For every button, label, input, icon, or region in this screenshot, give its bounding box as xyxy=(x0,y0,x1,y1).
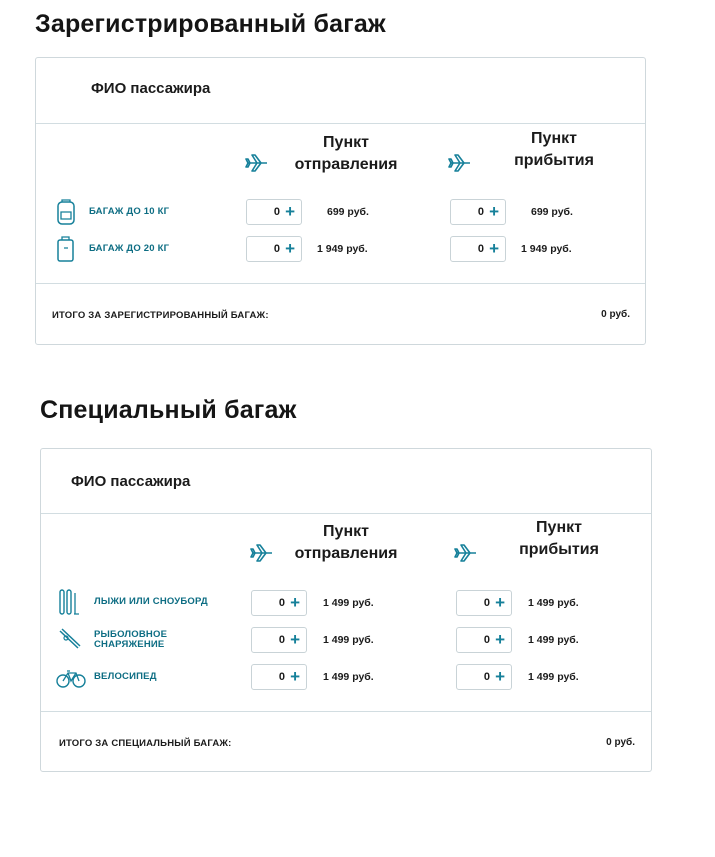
baggage-20kg-departure-price: 1 949 руб. xyxy=(317,243,368,255)
arrival-column-header: Пункт прибытия xyxy=(519,519,599,558)
registered-baggage-card xyxy=(35,57,646,345)
suitcase-icon xyxy=(54,234,78,264)
baggage-20kg-departure-stepper[interactable] xyxy=(246,236,302,262)
bicycle-arrival-stepper[interactable] xyxy=(456,664,512,690)
departure-column-header: Пункт отправления xyxy=(294,523,398,562)
baggage-20kg-arrival-price: 1 949 руб. xyxy=(521,243,572,255)
quantity-value[interactable]: 0 xyxy=(483,597,490,609)
baggage-20kg-arrival-stepper[interactable] xyxy=(450,236,506,262)
ski-icon xyxy=(57,587,81,617)
quantity-value[interactable]: 0 xyxy=(278,597,285,609)
ski-departure-stepper[interactable] xyxy=(251,590,307,616)
bicycle-departure-price: 1 499 руб. xyxy=(323,671,374,683)
passenger-name-label: ФИО пассажира xyxy=(71,473,191,490)
quantity-value[interactable]: 0 xyxy=(483,671,490,683)
plus-icon[interactable]: + xyxy=(285,202,295,221)
quantity-value[interactable]: 0 xyxy=(483,634,490,646)
fishing-rod-icon xyxy=(57,624,81,654)
quantity-value[interactable]: 0 xyxy=(273,243,280,255)
arrival-column-header: Пункт прибытия xyxy=(514,130,594,169)
departure-plane-icon xyxy=(245,152,269,174)
bicycle-arrival-price: 1 499 руб. xyxy=(528,671,579,683)
plus-icon[interactable]: + xyxy=(495,630,505,649)
special-baggage-card xyxy=(40,448,652,772)
quantity-value[interactable]: 0 xyxy=(278,634,285,646)
ski-arrival-price: 1 499 руб. xyxy=(528,597,579,609)
baggage-10kg-arrival-price: 699 руб. xyxy=(531,206,573,218)
bicycle-label: ВЕЛОСИПЕД xyxy=(94,671,157,682)
departure-plane-icon xyxy=(250,542,274,564)
fishing-departure-stepper[interactable] xyxy=(251,627,307,653)
fishing-gear-label: РЫБОЛОВНОЕ СНАРЯЖЕНИЕ xyxy=(94,629,168,650)
baggage-20kg-label: БАГАЖ ДО 20 КГ xyxy=(89,243,170,254)
special-section-title: Специальный багаж xyxy=(40,396,297,424)
plus-icon[interactable]: + xyxy=(290,593,300,612)
divider xyxy=(41,711,651,712)
fishing-arrival-price: 1 499 руб. xyxy=(528,634,579,646)
passenger-header xyxy=(41,449,651,514)
plus-icon[interactable]: + xyxy=(495,593,505,612)
registered-total-label: ИТОГО ЗА ЗАРЕГИСТРИРОВАННЫЙ БАГАЖ: xyxy=(52,310,269,321)
arrival-plane-icon xyxy=(454,542,478,564)
ski-departure-price: 1 499 руб. xyxy=(323,597,374,609)
passenger-header xyxy=(36,58,645,124)
bicycle-departure-stepper[interactable] xyxy=(251,664,307,690)
divider xyxy=(36,283,645,284)
baggage-10kg-arrival-stepper[interactable] xyxy=(450,199,506,225)
plus-icon[interactable]: + xyxy=(285,239,295,258)
quantity-value[interactable]: 0 xyxy=(477,206,484,218)
plus-icon[interactable]: + xyxy=(489,202,499,221)
special-total-value: 0 руб. xyxy=(606,737,635,748)
fishing-departure-price: 1 499 руб. xyxy=(323,634,374,646)
registered-section-title: Зарегистрированный багаж xyxy=(35,10,386,38)
plus-icon[interactable]: + xyxy=(290,630,300,649)
departure-column-header: Пункт отправления xyxy=(294,134,398,173)
ski-snowboard-label: ЛЫЖИ ИЛИ СНОУБОРД xyxy=(94,596,208,607)
ski-arrival-stepper[interactable] xyxy=(456,590,512,616)
plus-icon[interactable]: + xyxy=(489,239,499,258)
backpack-icon xyxy=(54,197,78,227)
baggage-10kg-departure-stepper[interactable] xyxy=(246,199,302,225)
special-total-label: ИТОГО ЗА СПЕЦИАЛЬНЫЙ БАГАЖ: xyxy=(59,738,232,749)
arrival-plane-icon xyxy=(448,152,472,174)
quantity-value[interactable]: 0 xyxy=(278,671,285,683)
registered-total-value: 0 руб. xyxy=(601,309,630,320)
plus-icon[interactable]: + xyxy=(290,667,300,686)
baggage-10kg-label: БАГАЖ ДО 10 КГ xyxy=(89,206,170,217)
quantity-value[interactable]: 0 xyxy=(477,243,484,255)
plus-icon[interactable]: + xyxy=(495,667,505,686)
fishing-arrival-stepper[interactable] xyxy=(456,627,512,653)
bicycle-icon xyxy=(56,663,86,693)
quantity-value[interactable]: 0 xyxy=(273,206,280,218)
passenger-name-label: ФИО пассажира xyxy=(91,80,211,97)
baggage-10kg-departure-price: 699 руб. xyxy=(327,206,369,218)
